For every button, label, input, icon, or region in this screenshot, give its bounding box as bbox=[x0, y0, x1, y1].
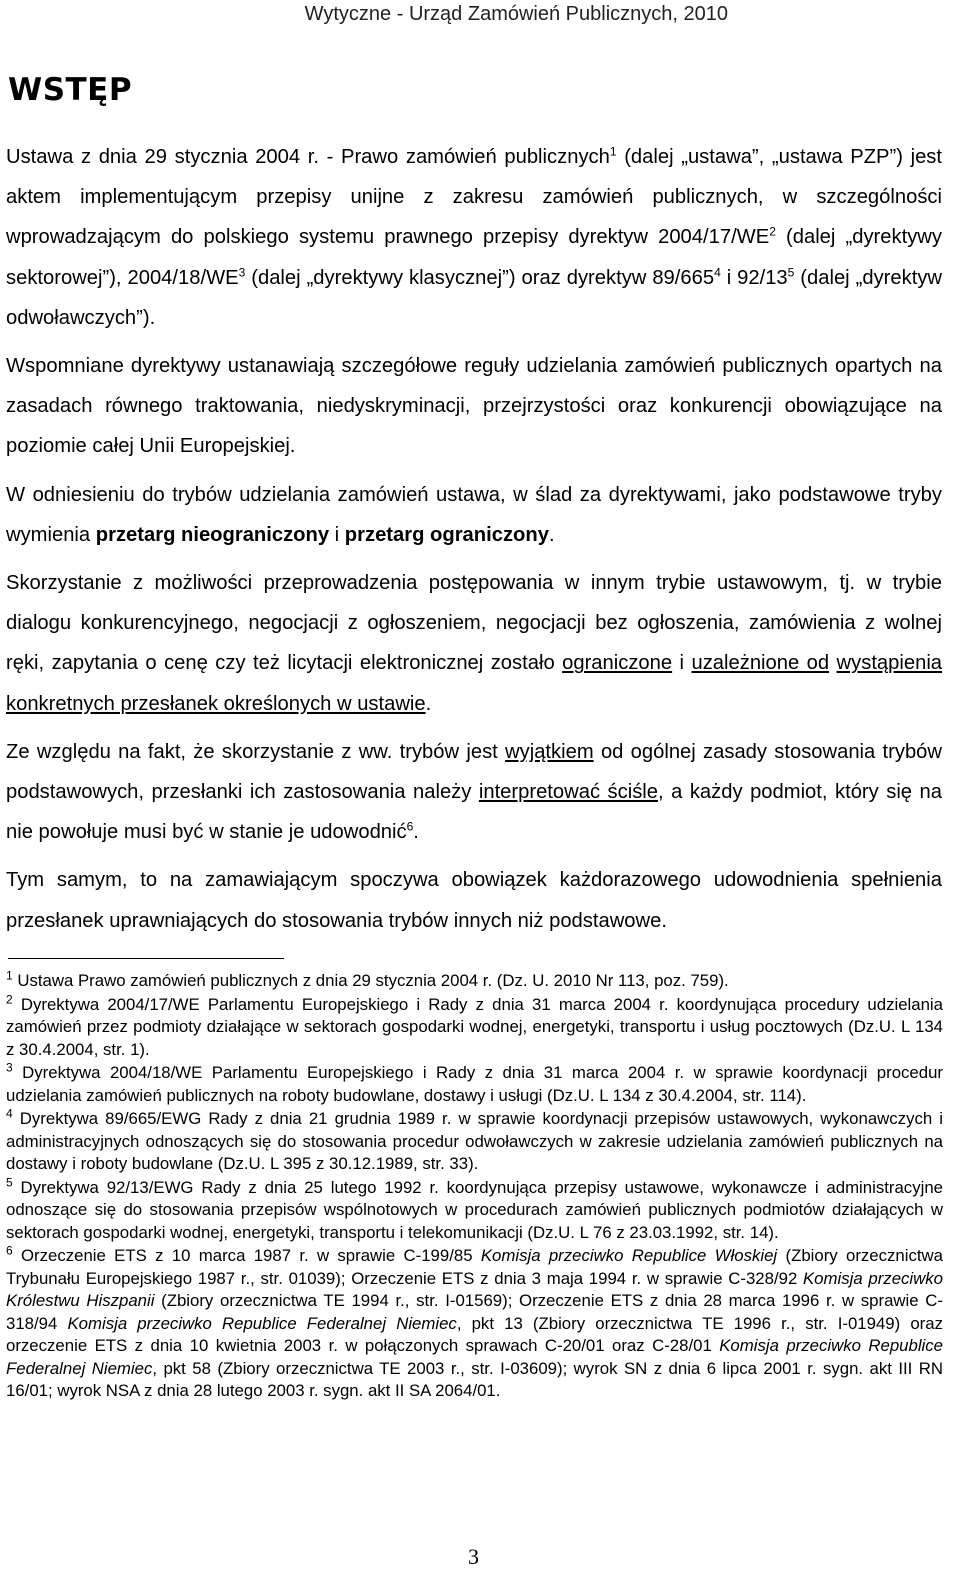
paragraph-5 bbox=[6, 732, 942, 853]
footnote-ref-3[interactable]: 3 bbox=[238, 264, 246, 279]
footnote-2 bbox=[6, 991, 943, 1062]
bold-term-2: przetarg ograniczony bbox=[344, 523, 549, 546]
underlined-text-2: uzależnione od bbox=[691, 652, 830, 675]
footnote-text: Ustawa Prawo zamówień publicznych z dnia 29 stycznia 2004 r. (Dz. U. 2010 Nr 113, poz. 759). bbox=[12, 971, 729, 990]
underlined-text-5: interpretować ściśle bbox=[478, 781, 659, 804]
underlined-text-1: ograniczone bbox=[562, 652, 673, 675]
p4-text-space bbox=[829, 652, 836, 674]
footnote-text-e: , pkt 58 (Zbiory orzecznictwa TE 2003 r., str. I-03609); wyrok SN z dnia 6 lipca 2001 r. sygn. akt III RN 16/01; wyrok NSA z dnia 28 lutego 2003 r. sygn. akt II SA 2064/01. bbox=[6, 1358, 943, 1400]
p5-text-c: , a każdy podmiot, który się na nie powołuje musi być w stanie je udowodnić bbox=[6, 781, 942, 844]
p3-text-a: W odniesieniu do trybów udzielania zamówień ustawa, w ślad za dyrektywami, jako podstawowe tryby wymienia bbox=[6, 483, 942, 546]
footnote-number: 1 bbox=[6, 968, 13, 983]
footnote-number: 6 bbox=[6, 1243, 13, 1258]
running-header: Wytyczne - Urząd Zamówień Publicznych, 2010 bbox=[304, 3, 728, 25]
p4-text-mid: i bbox=[672, 652, 692, 675]
paragraph-2: Wspomniane dyrektywy ustanawiają szczegółowe reguły udzielania zamówień publicznych opartych na zasadach równego traktowania, niedyskryminacji, przejrzystości oraz konkurencji obowiązujące na poziomie całej Unii Europejskiej. bbox=[6, 355, 942, 458]
p3-text-mid: i bbox=[329, 523, 345, 546]
p5-text-b: od ogólnej zasady stosowania trybów podstawowych, przesłanki ich zastosowania należy bbox=[6, 740, 942, 804]
p1-text-f: (dalej „dyrektyw odwoławczych”). bbox=[6, 266, 942, 329]
footnote-ref-2[interactable]: 2 bbox=[769, 224, 776, 239]
footnote-ref-4[interactable]: 4 bbox=[714, 264, 721, 279]
p1-text-c: (dalej „dyrektywy sektorowej”), 2004/18/WE bbox=[6, 226, 942, 289]
footnote-text-b: (Zbiory orzecznictwa Trybunału Europejskiego 1987 r., str. 01039); Orzeczenie ETS z dnia 3 maja 1994 r. w sprawie C-328/92 bbox=[6, 1246, 943, 1288]
footnote-6 bbox=[6, 1245, 943, 1403]
page-number: 3 bbox=[468, 1544, 479, 1569]
footnote-number: 5 bbox=[6, 1174, 13, 1189]
footnote-text: Dyrektywa 2004/18/WE Parlamentu Europejskiego i Rady z dnia 31 marca 2004 r. w sprawie koordynacji procedur udzielania zamówień publicznych na roboty budowlane, dostawy i usługi (Dz.U. L 134 z 30.4.2004, str. 114). bbox=[6, 1063, 943, 1105]
paragraph-4 bbox=[6, 563, 942, 724]
footnote-number: 3 bbox=[6, 1060, 13, 1075]
case-name-4: Komisja przeciwko Republice Federalnej Niemiec bbox=[6, 1336, 944, 1378]
underlined-text-4: wyjątkiem bbox=[505, 740, 594, 763]
bold-term-1: przetarg nieograniczony bbox=[95, 523, 330, 546]
footnote-number: 4 bbox=[6, 1106, 13, 1121]
p1-text-a: Ustawa z dnia 29 stycznia 2004 r. - Prawo zamówień publicznych bbox=[6, 146, 610, 168]
case-name-2: Komisja przeciwko Królestwu Hiszpanii bbox=[6, 1268, 943, 1310]
footnote-4 bbox=[6, 1108, 943, 1176]
footnotes bbox=[6, 970, 943, 1404]
p4-text-a: Skorzystanie z możliwości przeprowadzenia postępowania w innym trybie ustawowym, tj. w trybie dialogu konkurencyjnego, negocjacji z ogłoszeniem, negocjacji bez ogłoszenia, zamówienia z wolnej ręki, zapytania o cenę czy też licytacji elektronicznej zostało bbox=[6, 572, 942, 675]
footnote-ref-1[interactable]: 1 bbox=[609, 144, 617, 159]
footnote-text: Dyrektywa 89/665/EWG Rady z dnia 21 grudnia 1989 r. w sprawie koordynacji przepisów ustawowych, wykonawczych i administracyjnych odnoszących się do stosowania procedur odwoławczych w zakresie udzielania zamówień publicznych na dostawy i roboty budowlane (Dz.U. L 395 z 30.12.1989, str. 33). bbox=[6, 1109, 943, 1173]
p1-text-b: (dalej „ustawa”, „ustawa PZP”) jest aktem implementującym przepisy unijne z zakresu zamówień publicznych, w szczególności wprowadzającym do polskiego systemu prawnego przepisy dyrektyw 2004/17/WE bbox=[6, 146, 942, 249]
footnote-number: 2 bbox=[6, 991, 13, 1006]
footnote-1 bbox=[6, 970, 943, 993]
footnote-5 bbox=[6, 1174, 943, 1245]
p4-text-end: . bbox=[425, 692, 432, 715]
footnote-text-d: , pkt 13 (Zbiory orzecznictwa TE 1996 r., str. I-01949) oraz orzeczenie ETS z dnia 10 kwietnia 2003 r. w połączonych sprawach C-20/01 oraz C-28/01 bbox=[6, 1313, 943, 1355]
footnote-text-a: Orzeczenie ETS z 10 marca 1987 r. w sprawie C-199/85 bbox=[12, 1246, 481, 1265]
footnote-text-c: (Zbiory orzecznictwa TE 1994 r., str. I-01569); Orzeczenie ETS z dnia 28 marca 1996 r. w sprawie C-318/94 bbox=[6, 1291, 943, 1333]
underlined-text-3: wystąpienia konkretnych przesłanek określonych w ustawie bbox=[6, 652, 943, 715]
main-text bbox=[6, 137, 942, 949]
case-name-3: Komisja przeciwko Republice Federalnej Niemiec bbox=[67, 1313, 457, 1333]
p1-text-e: i 92/13 bbox=[720, 266, 788, 289]
case-name-1: Komisja przeciwko Republice Włoskiej bbox=[480, 1246, 778, 1265]
p5-text-a: Ze względu na fakt, że skorzystanie z ww. trybów jest bbox=[6, 740, 506, 763]
footnote-3 bbox=[6, 1062, 943, 1107]
p1-text-d: (dalej „dyrektywy klasycznej”) oraz dyrektyw 89/665 bbox=[245, 266, 715, 289]
p3-text-end: . bbox=[548, 523, 555, 546]
footnote-text: Dyrektywa 2004/17/WE Parlamentu Europejskiego i Rady z dnia 31 marca 2004 r. koordynująca procedury udzielania zamówień przez podmioty działające w sektorach gospodarki wodnej, energetyki, transportu i usług pocztowych (Dz.U. L 134 z 30.4.2004, str. 1). bbox=[6, 994, 943, 1059]
footnote-ref-5[interactable]: 5 bbox=[787, 264, 795, 279]
footnote-text: Dyrektywa 92/13/EWG Rady z dnia 25 lutego 1992 r. koordynująca przepisy ustawowe, wykonawcze i administracyjne odnoszące się do stosowania przepisów wspólnotowych w procedurach zamówień publicznych podmiotów działających w sektorach gospodarki wodnej, energetyki, transportu i telekomunikacji (Dz.U. L 76 z 23.03.1992, str. 14). bbox=[6, 1177, 943, 1242]
p5-text-end: . bbox=[413, 821, 419, 844]
section-title: WSTĘP bbox=[8, 72, 133, 108]
paragraph-1 bbox=[6, 137, 942, 338]
footnote-ref-6[interactable]: 6 bbox=[406, 819, 414, 834]
paragraph-6: Tym samym, to na zamawiającym spoczywa obowiązek każdorazowego udowodnienia spełnienia przesłanek uprawniających do stosowania trybów innych niż podstawowe. bbox=[6, 869, 942, 932]
paragraph-3 bbox=[6, 475, 942, 555]
footnote-separator bbox=[8, 958, 284, 959]
